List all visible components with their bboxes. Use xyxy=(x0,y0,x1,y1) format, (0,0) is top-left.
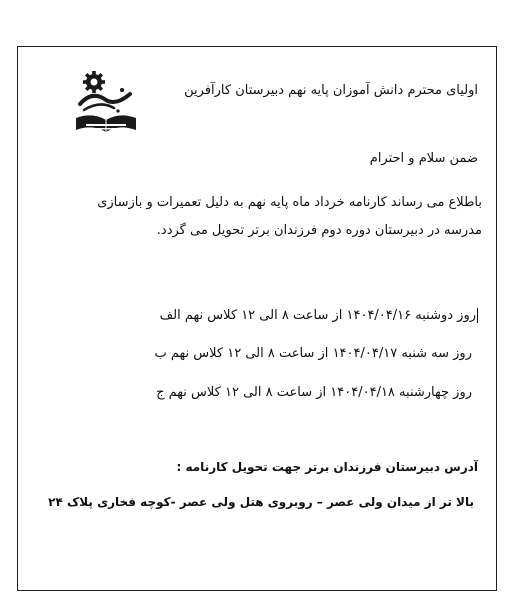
text-cursor xyxy=(477,308,478,323)
schedule-row xyxy=(160,307,478,325)
salutation-line: ضمن سلام و احترام xyxy=(369,151,478,166)
gear-book-icon xyxy=(72,70,140,138)
address-text: بالا تر از میدان ولی عصر – روبروی هتل ولی عصر -کوچه فخاری پلاک ۲۴ xyxy=(48,495,474,509)
schedule-row: روز سه شنبه ۱۴۰۴/۰۴/۱۷ از ساعت ۸ الی ۱۲ کلاس نهم ب xyxy=(154,346,472,361)
schedule-row-text: روز دوشنبه ۱۴۰۴/۰۴/۱۶ از ساعت ۸ الی ۱۲ کلاس نهم الف xyxy=(159,308,476,323)
body-line-2: مدرسه در دبیرستان دوره دوم فرزندان برتر تحویل می گردد. xyxy=(156,223,482,238)
address-title: آدرس دبیرستان فرزندان برتر جهت تحویل کارنامه : xyxy=(176,460,478,474)
school-logo xyxy=(72,70,140,138)
greeting-line: اولیای محترم دانش آموزان پایه نهم دبیرستان کارآفرین xyxy=(184,83,478,98)
body-line-1: باطلاع می رساند کارنامه خرداد ماه پایه نهم به دلیل تعمیرات و بازسازی xyxy=(97,195,482,210)
schedule-row: روز چهارشنبه ۱۴۰۴/۰۴/۱۸ از ساعت ۸ الی ۱۲ کلاس نهم ج xyxy=(156,385,472,400)
